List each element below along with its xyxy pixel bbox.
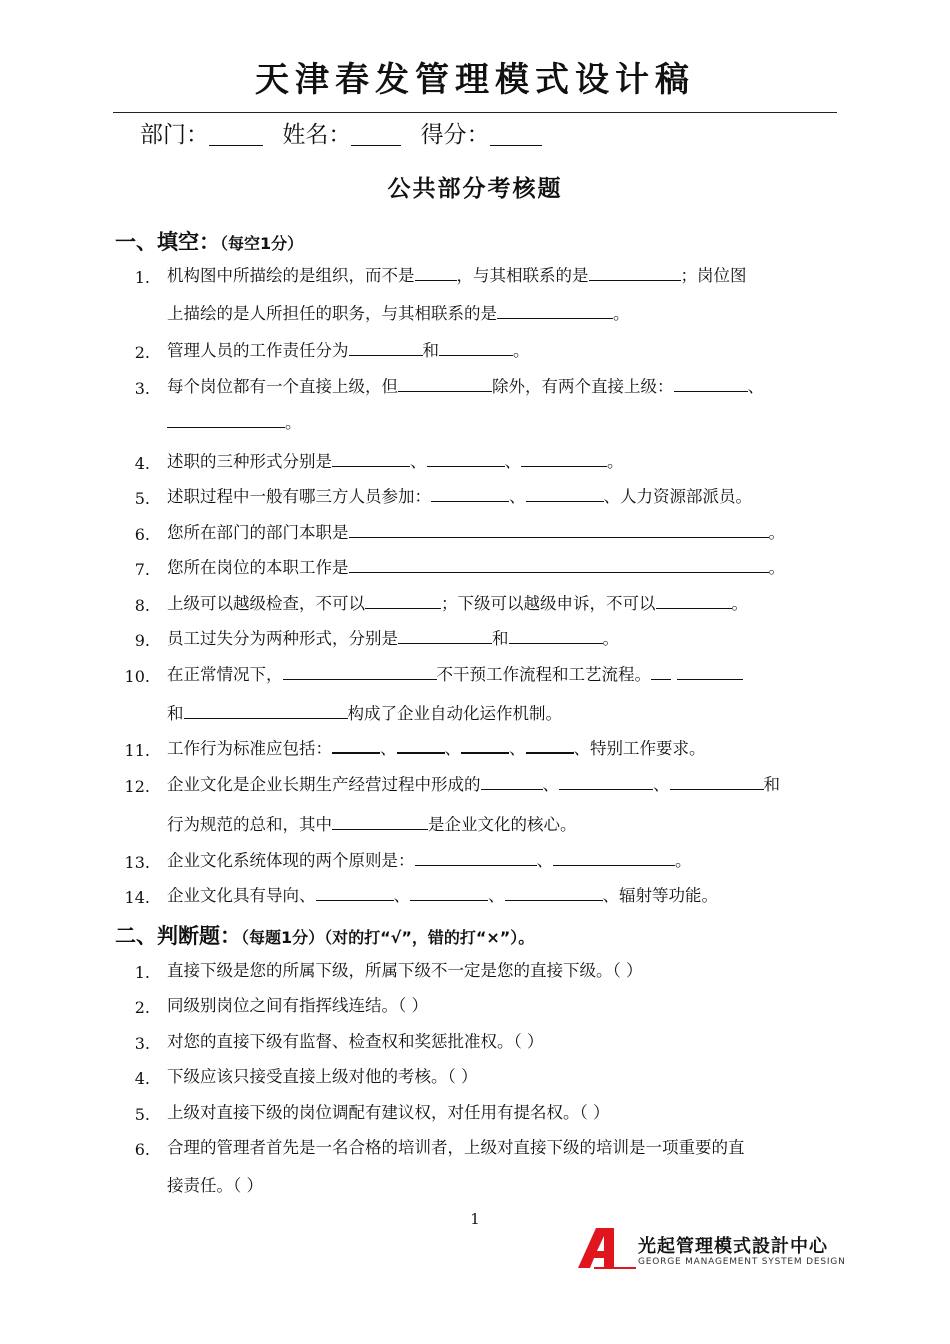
answer-blank[interactable] (410, 886, 488, 901)
answer-blank[interactable] (526, 487, 604, 502)
answer-blank[interactable] (349, 341, 423, 356)
answer-blank[interactable] (651, 665, 671, 680)
fill-question-12-cont: 行为规范的总和，其中 是企业文化的核心。 (167, 815, 577, 834)
answer-blank[interactable] (674, 377, 748, 392)
fill-question-5: 述职过程中一般有哪三方人员参加： 、 、人力资源部派员。 (167, 487, 752, 506)
fill-question-7: 您所在岗位的本职工作是 。 (167, 558, 785, 577)
section-1-note: （每空1分） (220, 234, 304, 253)
exam-subtitle: 公共部分考核题 (387, 176, 563, 202)
answer-blank[interactable] (677, 665, 743, 680)
answer-blank[interactable] (461, 738, 509, 754)
question-number: 2. (134, 343, 150, 362)
answer-blank[interactable] (349, 558, 769, 573)
answer-blank[interactable] (167, 413, 285, 428)
answer-blank[interactable] (497, 304, 613, 319)
answer-blank[interactable] (521, 452, 607, 467)
question-number: 5. (134, 489, 150, 508)
judge-question-1: 直接下级是您的所属下级，所属下级不一定是您的直接下级。（ ） (167, 961, 643, 980)
dept-label: 部门： (140, 122, 209, 148)
answer-blank[interactable] (415, 851, 537, 866)
question-number: 4. (134, 1069, 150, 1088)
section-2-note: （每题1分）（对的打“√”，错的打“×”）。 (241, 928, 535, 947)
name-label: 姓名： (282, 122, 352, 148)
question-number: 3. (134, 1034, 150, 1053)
answer-blank[interactable] (415, 266, 457, 281)
section-2-title: 二、判断题： (115, 924, 241, 948)
answer-blank[interactable] (316, 886, 394, 901)
fill-question-14: 企业文化具有导向、 、 、 、辐射等功能。 (167, 886, 718, 905)
question-number: 3. (134, 379, 150, 398)
fill-question-1-cont: 上描绘的是人所担任的职务，与其相联系的是 。 (167, 304, 630, 323)
section-1-title: 一、填空： (115, 230, 220, 254)
answer-blank[interactable] (439, 341, 513, 356)
answer-blank[interactable] (656, 594, 732, 609)
judge-question-4: 下级应该只接受直接上级对他的考核。（ ） (167, 1067, 478, 1086)
answer-blank[interactable] (283, 665, 437, 680)
fill-question-13: 企业文化系统体现的两个原则是： 、 。 (167, 851, 692, 870)
fill-question-10: 在正常情况下， 不干预工作流程和工艺流程。 (167, 664, 839, 686)
question-number: 13. (124, 853, 150, 872)
name-blank[interactable] (351, 125, 401, 146)
question-number: 14. (124, 888, 150, 907)
dept-blank[interactable] (209, 125, 263, 146)
question-number: 8. (134, 596, 150, 615)
answer-blank[interactable] (431, 487, 509, 502)
answer-blank[interactable] (670, 775, 764, 790)
section-2-heading (115, 920, 534, 950)
answer-blank[interactable] (481, 775, 543, 790)
title-divider (113, 112, 837, 113)
answer-blank[interactable] (332, 738, 380, 754)
judge-question-3: 对您的直接下级有监督、检查权和奖惩批准权。（ ） (167, 1032, 544, 1051)
document-title: 天津春发管理模式设计稿 (255, 60, 695, 100)
answer-blank[interactable] (589, 266, 681, 281)
answer-blank[interactable] (559, 775, 653, 790)
question-number: 1. (134, 268, 150, 287)
judge-question-6: 合理的管理者首先是一名合格的培训者，上级对直接下级的培训是一项重要的直 (167, 1138, 745, 1157)
score-label: 得分： (420, 122, 490, 148)
question-number: 6. (134, 525, 150, 544)
answer-blank[interactable] (365, 594, 441, 609)
fill-question-4: 述职的三种形式分别是 、 、 。 (167, 452, 624, 471)
judge-question-5: 上级对直接下级的岗位调配有建议权，对任用有提名权。（ ） (167, 1103, 610, 1122)
logo-a-mark (578, 1228, 614, 1268)
answer-blank[interactable] (398, 377, 492, 392)
fill-question-11: 工作行为标准应包括： 、 、 、 、特别工作要求。 (167, 739, 706, 758)
answer-blank[interactable] (184, 704, 348, 719)
question-number: 11. (124, 741, 150, 760)
answer-blank[interactable] (553, 851, 675, 866)
fill-question-3-cont: 。 (167, 412, 839, 434)
fill-question-10-cont: 和 构成了企业自动化运作机制。 (167, 704, 562, 723)
fill-question-1: 机构图中所描绘的是组织，而不是 ，与其相联系的是 ；岗位图 (167, 266, 747, 285)
fill-question-2: 管理人员的工作责任分为 和 。 (167, 341, 530, 360)
question-number: 1. (134, 963, 150, 982)
question-number: 10. (124, 667, 150, 686)
question-number: 12. (124, 777, 150, 796)
answer-blank[interactable] (427, 452, 505, 467)
fill-question-6: 您所在部门的部门本职是 。 (167, 523, 785, 542)
judge-question-6-cont: 接责任。（ ） (167, 1176, 263, 1195)
page-number: 1 (470, 1210, 480, 1228)
answer-blank[interactable] (349, 523, 769, 538)
fill-question-3: 每个岗位都有一个直接上级，但 除外，有两个直接上级： 、 (167, 377, 764, 396)
info-row (140, 116, 542, 149)
logo-chinese-name: 光起管理模式設計中心 (638, 1236, 828, 1257)
fill-question-12: 企业文化是企业长期生产经营过程中形成的 、 、 和 (167, 775, 780, 794)
question-number: 2. (134, 998, 150, 1017)
answer-blank[interactable] (398, 629, 492, 644)
fill-question-8: 上级可以越级检查，不可以 ；下级可以越级申诉，不可以 。 (167, 594, 748, 613)
answer-blank[interactable] (509, 629, 603, 644)
logo-english-name: GEORGE MANAGEMENT SYSTEM DESIGN (638, 1257, 846, 1267)
question-number: 5. (134, 1105, 150, 1124)
question-number: 9. (134, 631, 150, 650)
answer-blank[interactable] (526, 738, 574, 754)
question-number: 4. (134, 454, 150, 473)
score-blank[interactable] (490, 125, 542, 146)
answer-blank[interactable] (397, 738, 445, 754)
answer-blank[interactable] (505, 886, 603, 901)
question-number: 7. (134, 560, 150, 579)
fill-question-9: 员工过失分为两种形式，分别是 和 。 (167, 629, 619, 648)
judge-question-2: 同级别岗位之间有指挥线连结。（ ） (167, 996, 428, 1015)
answer-blank[interactable] (332, 815, 428, 830)
section-1-heading (115, 226, 303, 256)
question-number: 6. (134, 1140, 150, 1159)
answer-blank[interactable] (332, 452, 410, 467)
